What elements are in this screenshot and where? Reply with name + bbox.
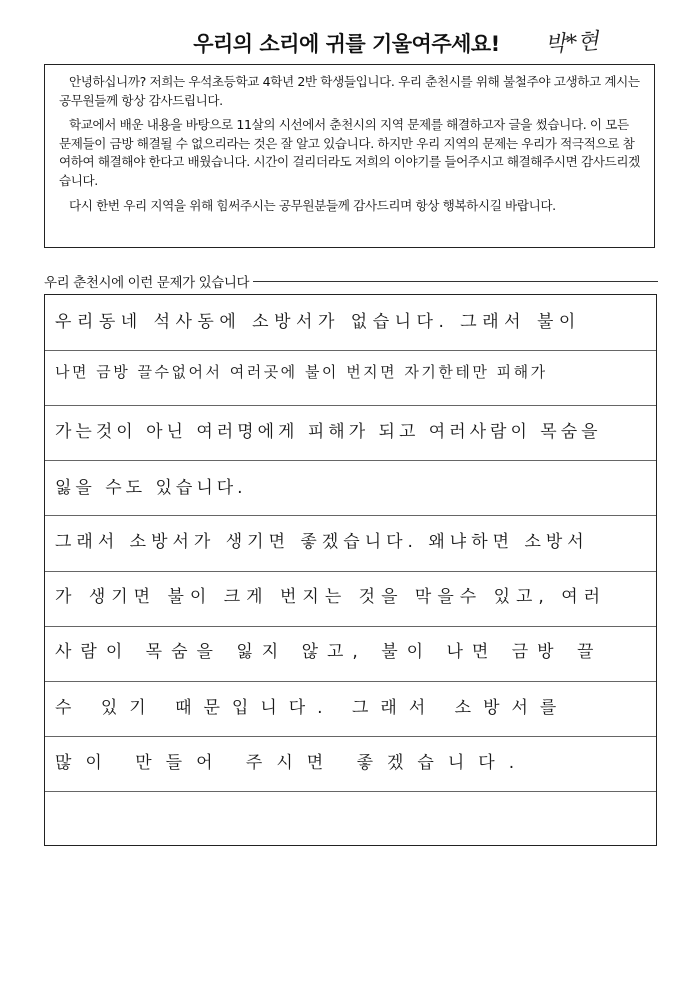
handwritten-line-9: 많이 만들어 주시면 좋겠습니다. — [55, 753, 529, 773]
ruled-line — [45, 736, 656, 737]
handwritten-line-7: 사람이 목숨을 잃지 않고, 불이 나면 금방 끌 — [55, 642, 603, 662]
ruled-line — [45, 405, 656, 406]
ruled-line — [45, 626, 656, 627]
ruled-line — [45, 791, 656, 792]
handwritten-line-6: 가 생기면 불이 크게 번지는 것을 막을수 있고, 여러 — [55, 587, 607, 607]
intro-paragraph-3: 다시 한번 우리 지역을 위해 힘써주시는 공무원분들께 감사드리며 항상 행복하시길 바랍니다. — [69, 197, 556, 213]
handwritten-line-8: 수 있기 때문입니다. 그래서 소방서를 — [55, 698, 569, 718]
ruled-line — [45, 515, 656, 516]
intro-box — [44, 64, 655, 248]
handwritten-line-1: 우리동네 석사동에 소방서가 없습니다. 그래서 불이 — [55, 312, 581, 332]
handwritten-line-3: 가는것이 아닌 여러명에게 피해가 되고 여러사람이 목숨을 — [55, 422, 602, 442]
ruled-line — [45, 350, 656, 351]
handwritten-line-4: 잃을 수도 있습니다. — [55, 478, 247, 498]
ruled-line — [45, 460, 656, 461]
intro-paragraph-1: 안녕하십니까? 저희는 우석초등학교 4학년 2반 학생들입니다. 우리 춘천시를 위해 불철주야 고생하고 계시는 공무원들께 항상 감사드립니다. — [59, 74, 640, 108]
section-heading: 우리 춘천시에 이런 문제가 있습니다 — [44, 271, 253, 291]
author-signature: 박*현 — [544, 29, 600, 58]
handwritten-line-2: 나면 금방 끌수없어서 여러곳에 불이 번지면 자기한테만 피해가 — [55, 363, 548, 381]
ruled-line — [45, 681, 656, 682]
handwritten-line-5: 그래서 소방서가 생기면 좋겠습니다. 왜냐하면 소방서 — [55, 532, 589, 552]
handwriting-box — [44, 294, 657, 846]
ruled-line — [45, 571, 656, 572]
page-title: 우리의 소리에 귀를 기울여주세요! — [193, 32, 500, 56]
intro-paragraph-2: 학교에서 배운 내용을 바탕으로 11살의 시선에서 춘천시의 지역 문제를 해결하고자 글을 썼습니다. 이 모든 문제들이 금방 해결될 수 없으리라는 것은 잘 알고 있습니다. 하지만 우리 지역의 문제는 우리가 적극적으로 참여하여 해결해야 한다고 배웠습니다. 시간이 걸리더라도 저희의 이야기를 들어주시고 해결해주시면 감사드리겠습니다. — [59, 117, 640, 188]
